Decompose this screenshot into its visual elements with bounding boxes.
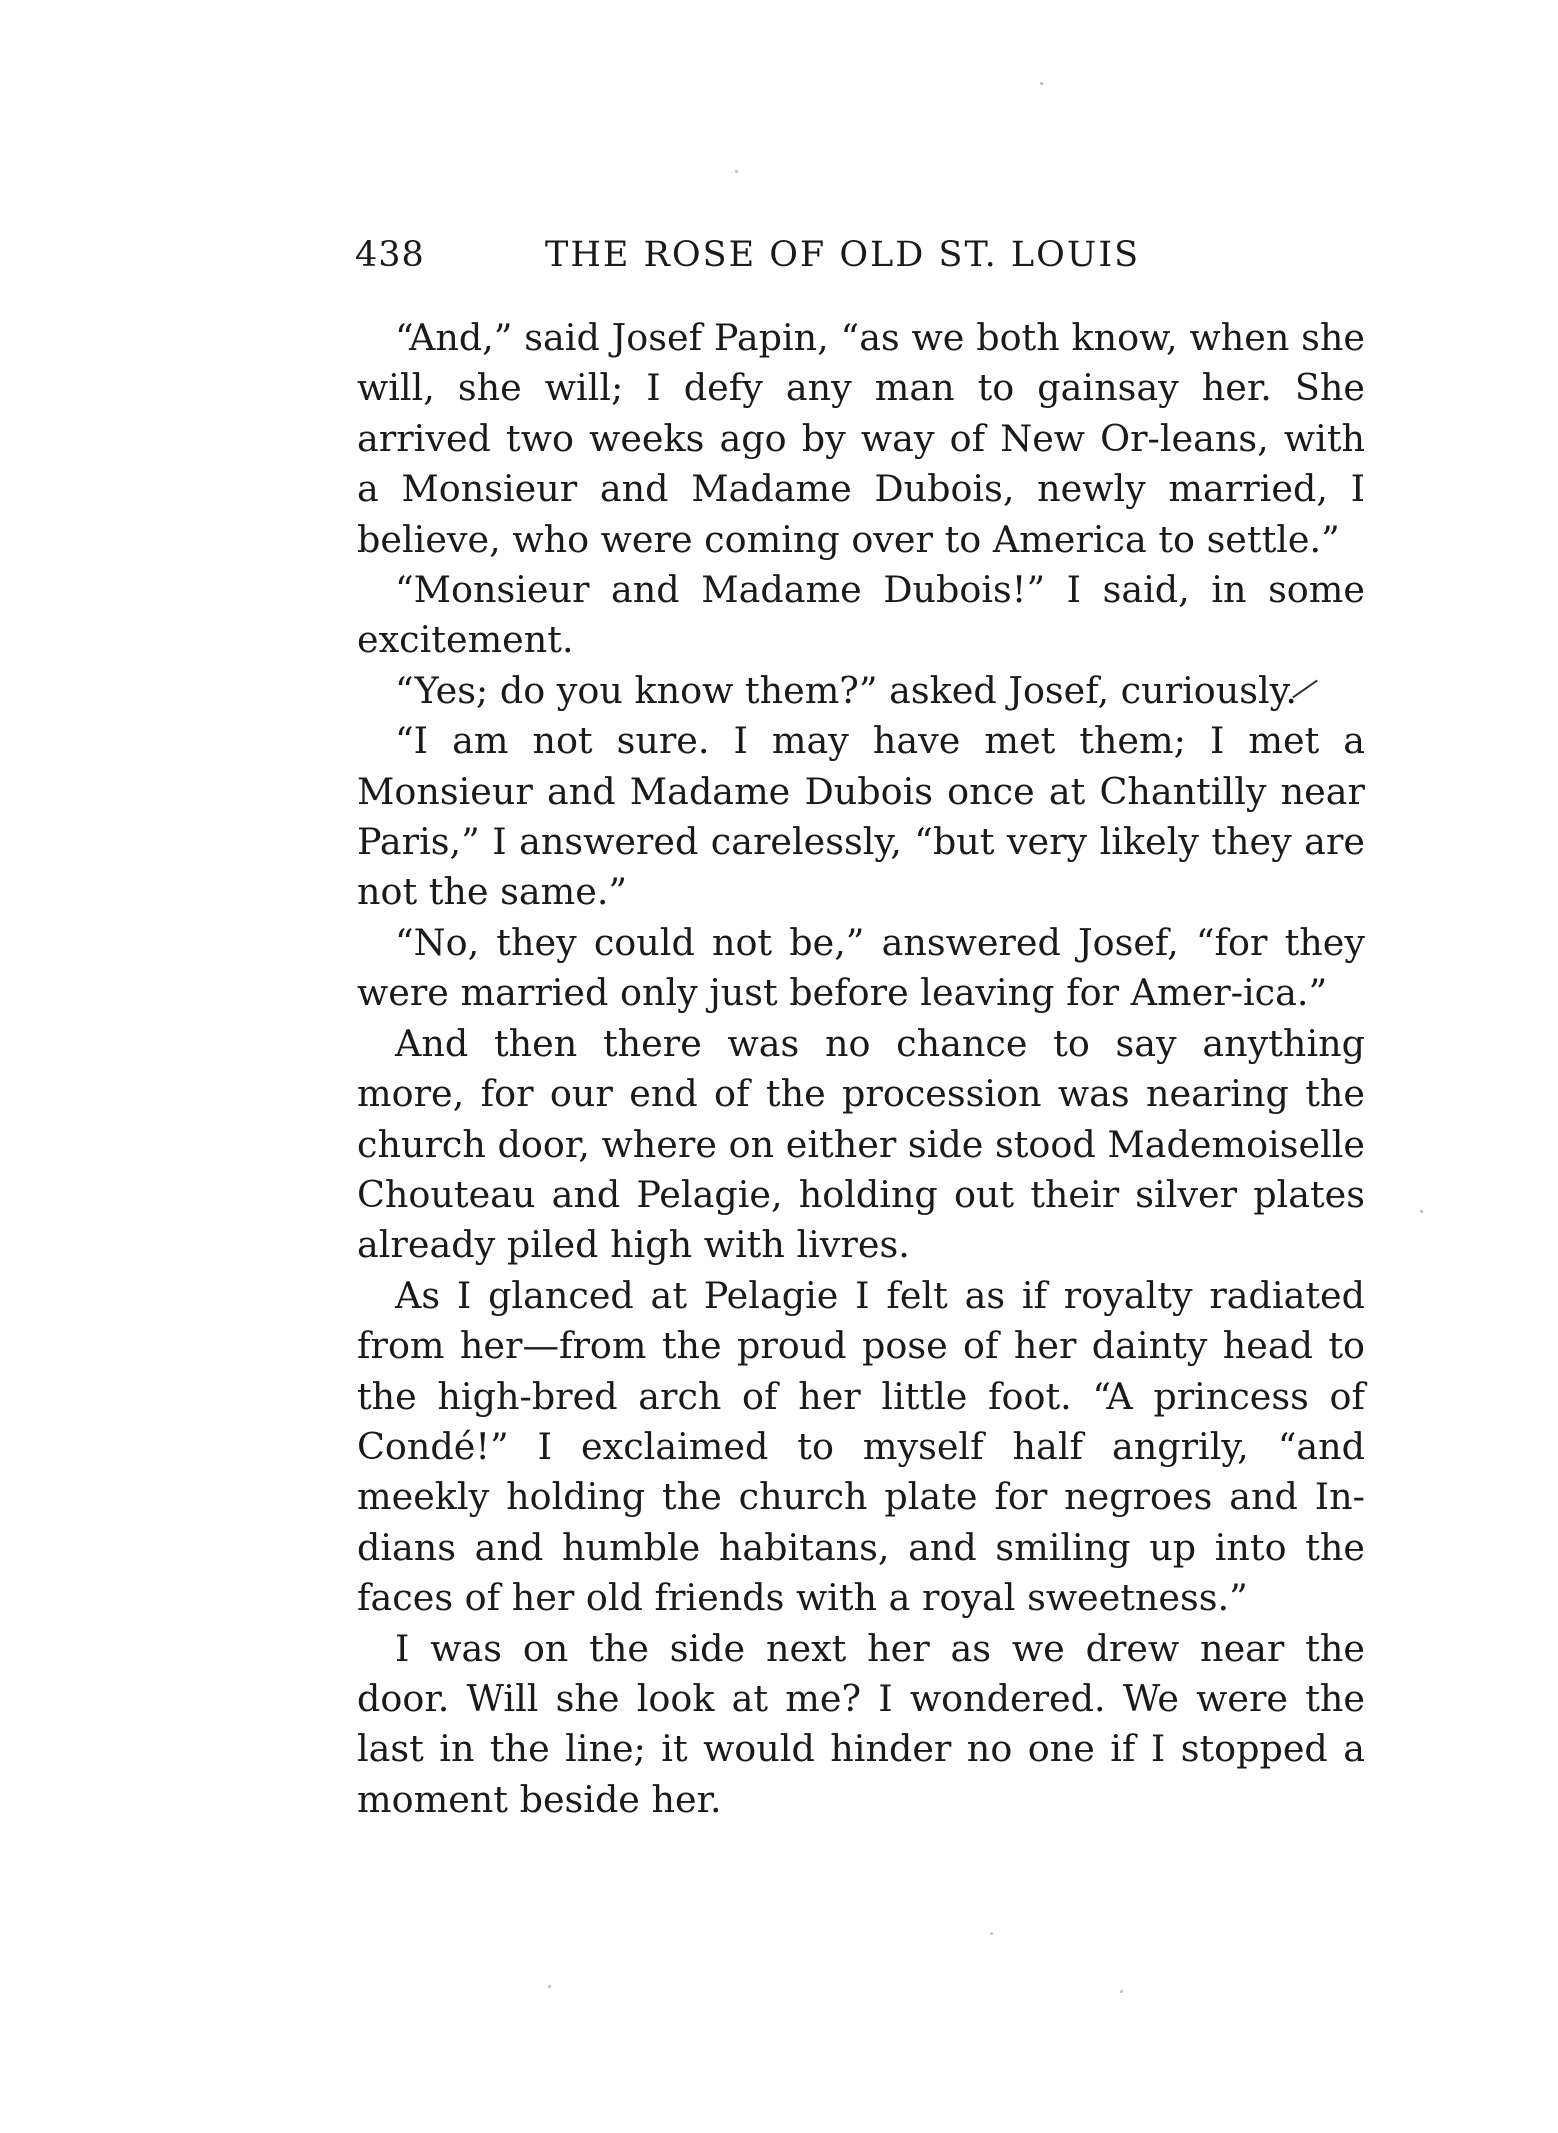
paragraph: “And,” said Josef Papin, “as we both know, when she will, she will; I defy any man to gainsay her. She arrived two weeks ago by way of New Or-leans, with a Monsieur and Madame Dubois, newly married, I believe, who were coming over to America to settle.” — [357, 316, 1365, 561]
paragraph: “Monsieur and Madame Dubois!” I said, in some excitement. — [357, 568, 1365, 662]
page-number: 438 — [355, 235, 425, 275]
paper-speck — [1040, 82, 1043, 85]
paper-speck — [735, 170, 738, 173]
paper-speck — [990, 1932, 993, 1935]
running-title: THE ROSE OF OLD ST. LOUIS — [545, 235, 1141, 275]
paragraph: As I glanced at Pelagie I felt as if royalty radiated from her—from the proud pose of her dainty head to the high-bred arch of her little foot. “A princess of Condé!” I exclaimed to myself half angrily, “and meekly holding the church plate for negroes and In-dians and humble habitans, and smiling up into the faces of her old friends with a royal sweetness.” — [357, 1273, 1365, 1620]
paper-speck — [548, 1985, 551, 1988]
paragraph: “Yes; do you know them?” asked Josef, curiously. — [395, 668, 1298, 712]
page-header — [355, 235, 1355, 295]
paragraph: I was on the side next her as we drew near the door. Will she look at me? I wondered. We were the last in the line; it would hinder no one if I stopped a moment beside her. — [357, 1626, 1365, 1821]
paragraph: And then there was no chance to say anything more, for our end of the procession was nearing the church door, where on either side stood Mademoiselle Chouteau and Pelagie, holding out their silver plates already piled high with livres. — [357, 1021, 1365, 1267]
body-text — [357, 313, 1365, 1825]
paragraph: “I am not sure. I may have met them; I met a Monsieur and Madame Dubois once at Chantilly near Paris,” I answered carelessly, “but very likely they are not the same.” — [357, 719, 1365, 914]
paper-speck — [1420, 1210, 1423, 1213]
paragraph: “No, they could not be,” answered Josef, “for they were married only just before leaving for Amer-ica.” — [357, 920, 1365, 1015]
paper-speck — [1120, 1990, 1123, 1993]
